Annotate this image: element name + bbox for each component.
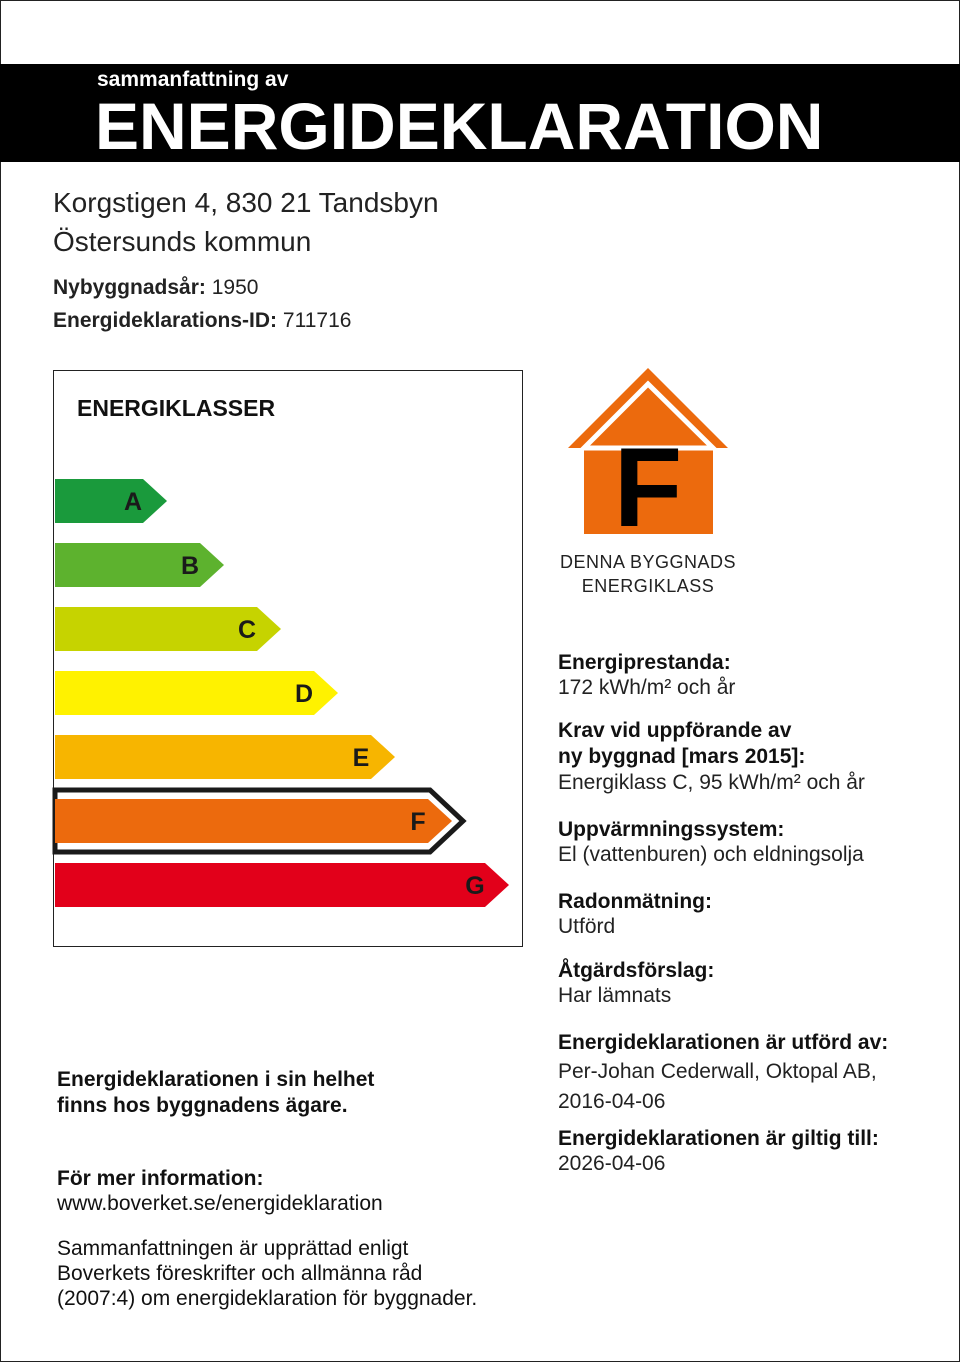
performed-by-value: Per-Johan Cederwall, Oktopal AB, xyxy=(558,1060,877,1083)
declaration-id-label: Energideklarations-ID: xyxy=(53,309,278,332)
declaration-id-value: 711716 xyxy=(282,309,352,332)
actions-value: Har lämnats xyxy=(558,984,672,1007)
energy-class-bar-g xyxy=(55,863,509,907)
owner-note-line1: Energideklarationen i sin helhet xyxy=(57,1068,375,1091)
footer-line1: Sammanfattningen är upprättad enligt xyxy=(57,1237,409,1260)
valid-until-value: 2026-04-06 xyxy=(558,1152,666,1175)
caption-line1: DENNA BYGGNADS xyxy=(559,552,737,572)
energy-class-bar-a xyxy=(55,479,167,523)
address-line2: Östersunds kommun xyxy=(53,226,312,257)
energy-class-label-d: D xyxy=(294,680,314,708)
energy-class-label-f: F xyxy=(410,808,426,836)
address-line1: Korgstigen 4, 830 21 Tandsbyn xyxy=(53,187,439,218)
energy-class-label-a: A xyxy=(123,488,143,516)
valid-until-label: Energideklarationen är giltig till: xyxy=(558,1127,879,1150)
energy-class-label-g: G xyxy=(465,872,485,900)
owner-note-line2: finns hos byggnadens ägare. xyxy=(57,1094,348,1117)
more-info-link[interactable]: www.boverket.se/energideklaration xyxy=(57,1192,383,1215)
heating-value: El (vattenburen) och eldningsolja xyxy=(558,843,864,866)
heating-label: Uppvärmningssystem: xyxy=(558,818,785,841)
energy-class-bar-e xyxy=(55,735,395,779)
performed-by-label: Energideklarationen är utförd av: xyxy=(558,1031,889,1054)
radon-label: Radonmätning: xyxy=(558,890,712,913)
more-info-label: För mer information: xyxy=(57,1167,264,1190)
header-title: ENERGIDEKLARATION xyxy=(95,89,824,163)
header-subtitle: sammanfattning av xyxy=(97,68,289,91)
energy-class-label-c: C xyxy=(237,616,257,644)
actions-label: Åtgärdsförslag: xyxy=(558,959,715,982)
building-class-caption xyxy=(548,550,748,598)
requirement-label-line1: Krav vid uppförande av xyxy=(558,719,792,742)
radon-value: Utförd xyxy=(558,915,616,938)
energy-class-label-b: B xyxy=(180,552,200,580)
build-year-label: Nybyggnadsår: xyxy=(53,276,206,299)
energy-class-bar-f xyxy=(55,799,452,843)
footer-line3: (2007:4) om energideklaration för byggnader. xyxy=(57,1287,478,1310)
building-class-letter: F xyxy=(613,425,683,542)
requirement-label-line2: ny byggnad [mars 2015]: xyxy=(558,745,806,768)
footer-line2: Boverkets föreskrifter och allmänna råd xyxy=(57,1262,423,1285)
building-class-house-icon xyxy=(560,362,736,542)
build-year-value: 1950 xyxy=(211,276,259,299)
energy-class-label-e: E xyxy=(352,744,370,772)
caption-line2: ENERGIKLASS xyxy=(581,576,715,596)
requirement-value: Energiklass C, 95 kWh/m² och år xyxy=(558,771,865,794)
performance-value: 172 kWh/m² och år xyxy=(558,676,736,699)
performed-date: 2016-04-06 xyxy=(558,1090,666,1113)
energy-classes-title: ENERGIKLASSER xyxy=(77,395,276,421)
performance-label: Energiprestanda: xyxy=(558,651,731,674)
